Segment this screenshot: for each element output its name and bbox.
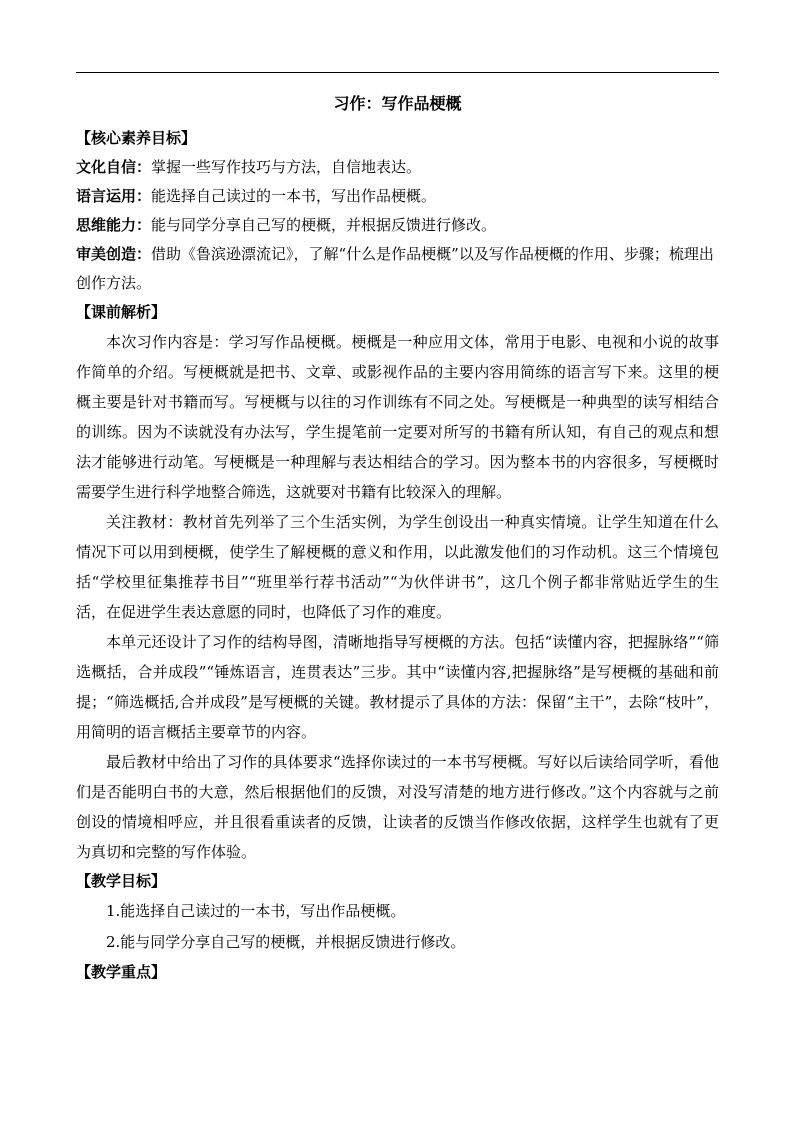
key-points-heading: 【教学重点】 — [76, 963, 167, 981]
analysis-paragraph-1: 本次习作内容是：学习写作品梗概。梗概是一种应用文体，常用于电影、电视和小说的故事作简单的介绍。写梗概就是把书、文章、或影视作品的主要内容用简练的语言写下来。这里的梗概主要是针对书籍而写。写梗概与以往的习作训练有不同之处。写梗概是一种典型的读写相结合的训练。因为不读就没有办法写，学生提笔前一定要对所写的书籍有所认知，有自己的观点和想法才能够进行动笔。写梗概是一种理解与表达相结合的学习。因为整本书的内容很多，写梗概时需要学生进行科学地整合筛选，这就要对书籍有比较深入的理解。 — [76, 333, 719, 501]
goal-language — [76, 182, 719, 211]
goal-thinking — [76, 211, 719, 240]
teaching-goal-item: 2.能与同学分享自己写的梗概，并根据反馈进行修改。 — [106, 933, 466, 951]
goal-text: 能选择自己读过的一本书，写出作品梗概。 — [151, 187, 437, 205]
goal-text: 借助《鲁滨逊漂流记》，了解“什么是作品梗概”以及写作品梗概的作用、步骤；梳理出创作方法。 — [76, 245, 714, 292]
core-goals-heading: 【核心素养目标】 — [76, 129, 197, 147]
goal-aesthetic — [76, 240, 719, 298]
goal-label: 思维能力： — [76, 216, 152, 234]
teaching-goals-heading: 【教学目标】 — [76, 872, 167, 890]
goal-label: 审美创造： — [76, 245, 152, 263]
header-rule — [76, 72, 719, 73]
analysis-paragraph-2: 关注教材：教材首先列举了三个生活实例，为学生创设出一种真实情境。让学生知道在什么情况下可以用到梗概，使学生了解梗概的意义和作用，以此激发他们的习作动机。这三个情境包括“学校里征集推荐书目”“班里举行荐书活动”“为伙伴讲书”，这几个例子都非常贴近学生的生活，在促进学生表达意愿的同时，也降低了习作的难度。 — [76, 513, 719, 621]
document-body — [76, 88, 719, 987]
analysis-paragraph-3: 本单元还设计了习作的结构导图，清晰地指导写梗概的方法。包括“读懂内容，把握脉络”“筛选概括，合并成段”“锤炼语言，连贯表达”三步。其中“读懂内容,把握脉络”是写梗概的基础和前提；“筛选概括,合并成段”是写梗概的关键。教材提示了具体的方法：保留“主干”，去除“枝叶”，用简明的语言概括主要章节的内容。 — [76, 633, 719, 741]
goal-label: 语言运用： — [76, 187, 152, 205]
teaching-goal-item: 1.能选择自己读过的一本书，写出作品梗概。 — [106, 902, 406, 920]
analysis-paragraph-4: 最后教材中给出了习作的具体要求“选择你读过的一本书写梗概。写好以后读给同学听，看他们是否能明白书的大意，然后根据他们的反馈，对没写清楚的地方进行修改。”这个内容就与之前创设的情境相呼应，并且很看重读者的反馈，让读者的反馈当作修改依据，这样学生也就有了更为真切和完整的写作体验。 — [76, 753, 719, 861]
goal-text: 能与同学分享自己写的梗概，并根据反馈进行修改。 — [151, 216, 497, 234]
page-title: 习作：写作品梗概 — [333, 94, 462, 113]
goal-label: 文化自信： — [76, 158, 152, 176]
goal-culture — [76, 153, 719, 182]
goal-text: 掌握一些写作技巧与方法，自信地表达。 — [151, 158, 422, 176]
analysis-heading: 【课前解析】 — [76, 303, 167, 321]
